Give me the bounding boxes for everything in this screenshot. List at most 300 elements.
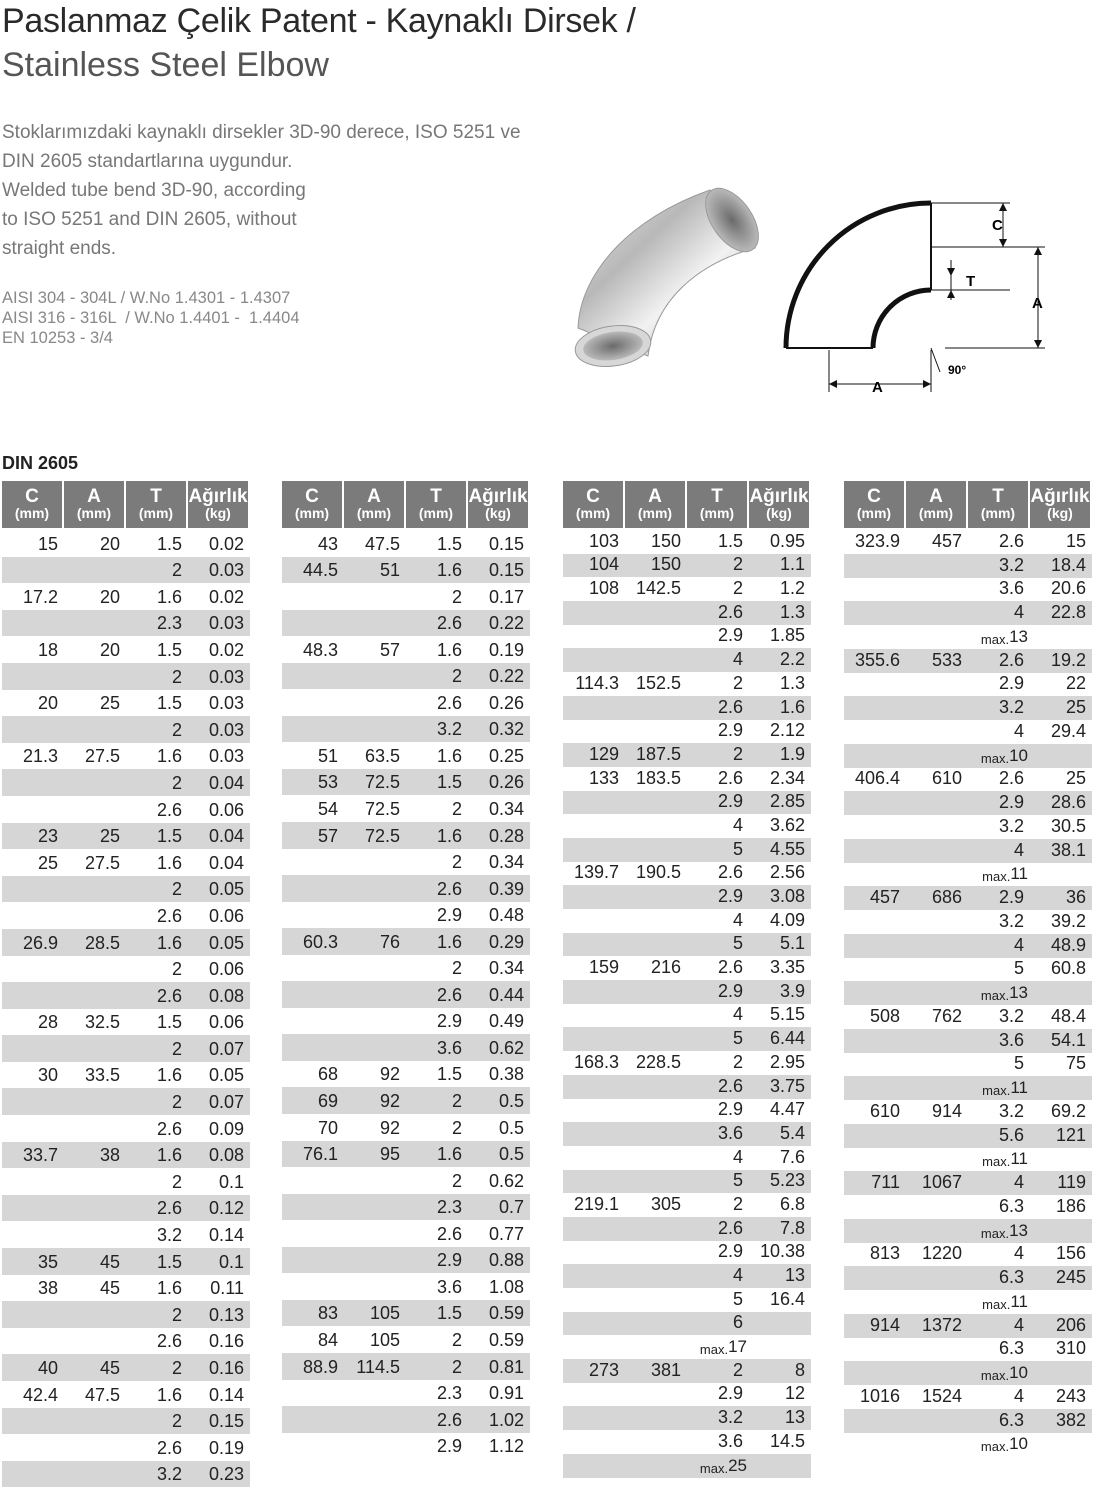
table-row <box>563 885 811 909</box>
table-cell: 0.22 <box>488 613 524 634</box>
table-cell <box>625 885 687 909</box>
intro-tr-line: DIN 2605 standartlarına uygundur. <box>2 151 293 172</box>
table-cell: 4 <box>732 814 743 835</box>
table-cell: 0.5 <box>498 1091 524 1112</box>
table-row <box>563 1146 811 1170</box>
table-row <box>844 1361 1092 1385</box>
table-cell: 25 <box>99 693 120 714</box>
column-header-unit: (mm) <box>918 504 954 521</box>
table-cell: 2.6 <box>156 1198 182 1219</box>
table-cell: 3.2 <box>998 815 1024 836</box>
column-header-unit: (mm) <box>294 504 330 521</box>
table-row <box>282 902 530 929</box>
table-cell: 2 <box>732 1193 743 1214</box>
table-cell <box>563 1241 625 1265</box>
table-cell <box>906 744 968 768</box>
table-row <box>563 577 811 601</box>
page-title: Paslanmaz Çelik Patent - Kaynaklı Dirsek / <box>2 2 636 40</box>
table-cell <box>625 1335 687 1359</box>
table-row <box>563 530 811 554</box>
table-cell <box>1030 863 1092 887</box>
table-cell: 0.34 <box>488 958 524 979</box>
table-row <box>563 1430 811 1454</box>
table-cell <box>906 601 968 625</box>
table-cell <box>906 1219 968 1243</box>
table-cell: 0.62 <box>488 1170 524 1191</box>
table-cell <box>344 1433 406 1460</box>
table-cell <box>344 1167 406 1194</box>
table-cell: 4.09 <box>769 909 805 930</box>
table-cell: 0.7 <box>498 1197 524 1218</box>
table-cell <box>749 1335 811 1359</box>
table-cell: 0.5 <box>498 1144 524 1165</box>
table-cell <box>844 720 906 744</box>
table-cell: 4.55 <box>769 838 805 859</box>
table-cell: 3.08 <box>769 886 805 906</box>
table-cell <box>1030 1076 1092 1100</box>
table-row <box>2 530 250 557</box>
column-header-unit: (mm) <box>356 504 392 521</box>
table-row <box>563 1027 811 1051</box>
table-cell <box>844 1124 906 1148</box>
table-row <box>282 769 530 796</box>
table-cell <box>749 1454 811 1478</box>
table-cell <box>563 1312 625 1336</box>
table-cell: 54.1 <box>1050 1029 1086 1050</box>
table-cell: 32.5 <box>84 1012 120 1033</box>
column-header <box>406 481 468 528</box>
table-row <box>844 1338 1092 1362</box>
table-cell <box>625 601 687 625</box>
table-row <box>2 557 250 584</box>
column-header <box>687 481 749 528</box>
table-cell: 0.95 <box>769 530 805 551</box>
table-row <box>563 1383 811 1407</box>
table-cell: 0.05 <box>208 932 244 953</box>
table-row <box>282 795 530 822</box>
table-cell: 92 <box>379 1117 400 1138</box>
table-cell: 1.5 <box>156 826 182 847</box>
table-cell: 0.91 <box>488 1383 524 1404</box>
table-cell: 92 <box>379 1091 400 1112</box>
table-cell <box>2 876 64 903</box>
max-value: 10 <box>1009 745 1028 765</box>
table-cell <box>64 1301 126 1328</box>
table-cell <box>2 1461 64 1487</box>
table-cell <box>844 863 906 887</box>
table-cell: 0.14 <box>208 1384 244 1405</box>
table-cell <box>906 863 968 887</box>
table-cell: 3.6 <box>998 578 1024 599</box>
max-prefix: max. <box>982 1154 1011 1170</box>
spec-line: EN 10253 - 3/4 <box>2 329 113 347</box>
column-header-unit: (mm) <box>699 504 735 521</box>
table-cell: 159 <box>588 957 619 978</box>
table-cell: 168.3 <box>573 1051 619 1072</box>
table-cell: 156 <box>1055 1243 1086 1264</box>
column-header-label: T <box>711 485 723 507</box>
table-cell <box>344 1247 406 1274</box>
table-cell <box>2 796 64 823</box>
table-cell: 45 <box>99 1358 120 1378</box>
table-cell: 4 <box>1013 1172 1024 1192</box>
table-row <box>282 1034 530 1061</box>
table-row <box>563 1241 811 1265</box>
table-row <box>844 934 1092 958</box>
table-cell: 152.5 <box>635 672 681 693</box>
column-header <box>2 481 64 528</box>
table-row <box>844 578 1092 602</box>
max-value: 13 <box>1009 983 1028 1002</box>
table-row <box>2 902 250 929</box>
table-row <box>563 838 811 862</box>
table-cell: 1.02 <box>488 1409 524 1430</box>
max-prefix: max. <box>980 1225 1010 1241</box>
table-cell: 1.5 <box>156 639 182 660</box>
table-cell: 0.03 <box>208 560 244 581</box>
column-header-label: Ağırlık <box>749 485 809 507</box>
table-cell: 190.5 <box>635 862 681 883</box>
max-value: 11 <box>1010 1291 1028 1311</box>
intro-tr-line: Stoklarımızdaki kaynaklı dirsekler 3D-90 derece, ISO 5251 ve <box>2 122 521 143</box>
table-cell: 1016 <box>859 1385 900 1406</box>
table-cell: 3.6 <box>998 1029 1024 1050</box>
max-prefix: max. <box>699 1460 729 1476</box>
label-t: T <box>966 273 976 290</box>
table-cell <box>344 1220 406 1247</box>
table-cell <box>625 1264 687 1288</box>
table-cell: 4 <box>732 1265 743 1285</box>
table-cell <box>344 1380 406 1407</box>
table-cell: 103 <box>588 530 619 551</box>
table-cell: 381 <box>650 1359 681 1380</box>
table-row <box>2 690 250 717</box>
table-row <box>2 743 250 770</box>
table-cell <box>844 1076 906 1100</box>
table-cell: 2.2 <box>779 649 805 670</box>
table-cell: 0.44 <box>488 984 524 1005</box>
table-cell: 2.6 <box>436 613 462 634</box>
table-cell: 29.4 <box>1050 720 1086 741</box>
table-cell <box>906 839 968 863</box>
table-cell: 1.12 <box>488 1436 524 1457</box>
table-cell: 0.39 <box>488 878 524 899</box>
table-cell <box>906 1361 968 1385</box>
max-prefix: max. <box>982 869 1011 885</box>
table-cell: 1.3 <box>779 672 805 693</box>
table-row <box>282 636 530 663</box>
table-cell: 186 <box>1055 1195 1086 1216</box>
table-cell <box>844 1195 906 1219</box>
table-cell <box>282 1406 344 1433</box>
table-row <box>563 933 811 957</box>
table-cell <box>563 1146 625 1170</box>
spec-line: AISI 316 - 316L / W.No 1.4401 - 1.4404 <box>2 309 300 327</box>
table-cell <box>844 981 906 1005</box>
table-cell <box>2 982 64 1009</box>
column-header-label: Ağırlık <box>468 485 528 507</box>
table-cell <box>563 1122 625 1146</box>
table-cell <box>906 1053 968 1077</box>
table-cell: 0.23 <box>208 1464 244 1485</box>
table-cell: 33.7 <box>22 1145 58 1166</box>
table-cell <box>282 1247 344 1274</box>
table-cell: 4 <box>1013 720 1024 741</box>
table-row <box>563 1264 811 1288</box>
table-row <box>563 743 811 767</box>
table-cell: 0.04 <box>208 852 244 873</box>
table-cell: 48.3 <box>302 639 338 660</box>
table-cell: 114.5 <box>356 1356 400 1377</box>
table-cell <box>625 791 687 815</box>
table-cell: 63.5 <box>364 745 400 766</box>
table-cell: 4 <box>1013 1243 1024 1264</box>
table-cell <box>844 554 906 578</box>
max-value: 11 <box>1010 864 1028 884</box>
table-cell: 2.3 <box>436 1383 462 1404</box>
table-cell: 26.9 <box>22 932 58 953</box>
table-cell <box>282 610 344 637</box>
table-cell: 2.3 <box>436 1197 462 1218</box>
table-cell: 15 <box>37 533 58 554</box>
table-cell: 4 <box>1013 1314 1024 1335</box>
table-cell <box>64 769 126 796</box>
table-cell <box>844 1029 906 1053</box>
table-cell: 2.9 <box>998 673 1024 694</box>
table-cell <box>906 791 968 815</box>
table-cell <box>844 744 906 768</box>
table-row <box>2 823 250 850</box>
table-cell: 42.4 <box>22 1384 58 1405</box>
table-cell <box>2 902 64 929</box>
table-cell <box>844 1409 906 1433</box>
table-cell: 45 <box>99 1278 120 1299</box>
table-cell: 1.5 <box>156 1251 182 1272</box>
table-cell <box>2 1115 64 1142</box>
table-cell <box>2 1408 64 1435</box>
table-cell: 0.08 <box>208 1145 244 1166</box>
table-cell: 20 <box>99 586 120 607</box>
table-cell: 15 <box>1065 530 1086 551</box>
table-row <box>2 849 250 876</box>
table-cell <box>906 934 968 958</box>
table-cell: 1.5 <box>436 1303 462 1324</box>
table-row <box>844 1314 1092 1338</box>
table-cell: 6.44 <box>769 1028 805 1049</box>
table-cell <box>625 625 687 649</box>
table-cell <box>968 744 1030 768</box>
table-cell: 0.48 <box>488 905 524 926</box>
table-cell <box>844 958 906 982</box>
table-cell: 6.8 <box>779 1193 805 1214</box>
table-cell <box>344 955 406 982</box>
table-cell: 6.3 <box>998 1267 1024 1287</box>
table-cell <box>1030 1219 1092 1243</box>
table-cell: 0.06 <box>208 799 244 820</box>
table-cell: 57 <box>317 825 338 846</box>
table-cell: 3.62 <box>769 814 805 835</box>
table-cell <box>625 696 687 720</box>
table-cell: 2 <box>171 1171 182 1192</box>
table-cell <box>282 875 344 902</box>
table-cell: 2 <box>171 959 182 980</box>
table-cell: 0.29 <box>488 931 524 952</box>
table-cell <box>749 1312 811 1336</box>
table-cell: 1.5 <box>717 530 743 551</box>
table-cell: 243 <box>1055 1385 1086 1406</box>
column-header-label: C <box>867 485 881 507</box>
table-cell: 0.03 <box>208 666 244 687</box>
table-cell <box>906 981 968 1005</box>
table-cell <box>906 1148 968 1172</box>
table-row <box>563 1099 811 1123</box>
max-value: 17 <box>728 1337 747 1357</box>
table-row <box>2 1035 250 1062</box>
table-cell <box>844 625 906 649</box>
table-cell <box>282 1433 344 1460</box>
table-cell: 1.08 <box>488 1276 524 1297</box>
table-cell: 2.6 <box>156 905 182 926</box>
table-cell <box>344 1034 406 1061</box>
label-c: C <box>992 217 1003 234</box>
table-cell: 5.1 <box>779 933 805 954</box>
column-header <box>64 481 126 528</box>
table-cell: 0.19 <box>208 1437 244 1458</box>
table-cell: 3.75 <box>769 1075 805 1096</box>
table-cell <box>625 1383 687 1407</box>
table-cell: 30 <box>37 1065 58 1086</box>
table-row <box>282 1273 530 1300</box>
table-cell: 3.2 <box>998 554 1024 575</box>
table-cell: 51 <box>317 745 338 766</box>
table-row <box>2 796 250 823</box>
table-cell <box>844 1148 906 1172</box>
table-cell: 1.6 <box>436 931 462 952</box>
table-cell <box>64 1461 126 1487</box>
table-cell <box>344 1008 406 1035</box>
table-cell <box>844 673 906 697</box>
table-cell <box>282 583 344 610</box>
max-value: 11 <box>1010 1149 1028 1169</box>
table-row <box>2 956 250 983</box>
table-cell: 2 <box>451 1091 462 1112</box>
table-cell: 0.16 <box>208 1331 244 1352</box>
table-cell: 1.6 <box>436 825 462 846</box>
table-cell: 36 <box>1065 887 1086 907</box>
table-cell: 108 <box>588 578 619 599</box>
table-cell: 610 <box>869 1100 900 1121</box>
table-row <box>282 689 530 716</box>
table-cell: 0.07 <box>208 1092 244 1113</box>
table-cell <box>64 1115 126 1142</box>
table-cell: 0.59 <box>488 1303 524 1324</box>
table-cell: 5.23 <box>769 1170 805 1191</box>
table-cell: 2 <box>171 1304 182 1325</box>
table-row <box>282 928 530 955</box>
table-cell <box>563 1406 625 1430</box>
table-row <box>282 822 530 849</box>
table-cell: 2 <box>732 554 743 575</box>
table-cell: 20 <box>99 533 120 554</box>
table-cell: 0.06 <box>208 959 244 980</box>
column-header <box>844 481 906 528</box>
table-cell <box>64 1035 126 1062</box>
table-cell: 0.07 <box>208 1038 244 1059</box>
table-row <box>282 1167 530 1194</box>
table-cell: 0.08 <box>208 985 244 1006</box>
table-cell: 0.05 <box>208 879 244 900</box>
table-cell: 72.5 <box>364 825 400 846</box>
table-cell: 0.06 <box>208 1012 244 1033</box>
table-cell: 2.6 <box>436 878 462 899</box>
table-cell <box>2 610 64 637</box>
table-cell <box>344 1273 406 1300</box>
table-cell: 2.6 <box>436 692 462 713</box>
max-value: 10 <box>1009 1434 1028 1454</box>
table-cell: 1.5 <box>436 1064 462 1085</box>
table-cell: 18 <box>37 639 58 660</box>
page-subtitle: Stainless Steel Elbow <box>2 46 329 84</box>
table-row <box>282 1433 530 1460</box>
table-row <box>282 530 530 557</box>
table-cell: 105 <box>369 1303 400 1324</box>
table-cell: 0.38 <box>488 1064 524 1085</box>
table-row <box>282 716 530 743</box>
table-cell: 2.6 <box>436 1223 462 1244</box>
table-cell: 2 <box>732 1359 743 1380</box>
table-cell <box>2 1195 64 1222</box>
table-cell: 6.3 <box>998 1338 1024 1359</box>
table-cell <box>906 696 968 720</box>
table-row <box>2 1115 250 1142</box>
table-cell: 1.6 <box>436 745 462 766</box>
table-cell: 7.8 <box>779 1217 805 1238</box>
table-cell: 2.9 <box>717 1383 743 1404</box>
spec-line: AISI 304 - 304L / W.No 1.4301 - 1.4307 <box>2 289 291 307</box>
table-cell <box>844 1338 906 1362</box>
table-cell <box>64 956 126 983</box>
table-cell: 1.1 <box>779 554 805 575</box>
table-cell <box>1030 1433 1092 1457</box>
table-cell <box>563 1027 625 1051</box>
table-cell: 5 <box>732 933 743 954</box>
max-value: 10 <box>1009 1363 1028 1382</box>
max-prefix: max. <box>980 1368 1010 1383</box>
table-cell: 0.49 <box>488 1011 524 1032</box>
table-cell: 2.9 <box>436 1011 462 1032</box>
table-cell: 2.95 <box>769 1051 805 1072</box>
table-row <box>282 1061 530 1088</box>
table-cell: 3.2 <box>717 1407 743 1428</box>
table-cell: 22 <box>1065 673 1086 694</box>
table-cell: 0.16 <box>208 1358 244 1378</box>
table-cell: 2.6 <box>998 649 1024 670</box>
table-cell <box>844 791 906 815</box>
table-cell <box>687 1335 749 1359</box>
table-cell: 0.03 <box>208 693 244 714</box>
table-row <box>282 1300 530 1327</box>
table-cell <box>64 610 126 637</box>
table-cell <box>563 838 625 862</box>
table-row <box>282 981 530 1008</box>
table-row <box>2 1328 250 1355</box>
table-cell <box>2 663 64 690</box>
table-cell: 4 <box>1013 1385 1024 1406</box>
table-cell: 70 <box>317 1117 338 1138</box>
label-a-bottom: A <box>872 379 883 396</box>
table-cell: 72.5 <box>364 772 400 793</box>
column-header <box>188 481 250 528</box>
